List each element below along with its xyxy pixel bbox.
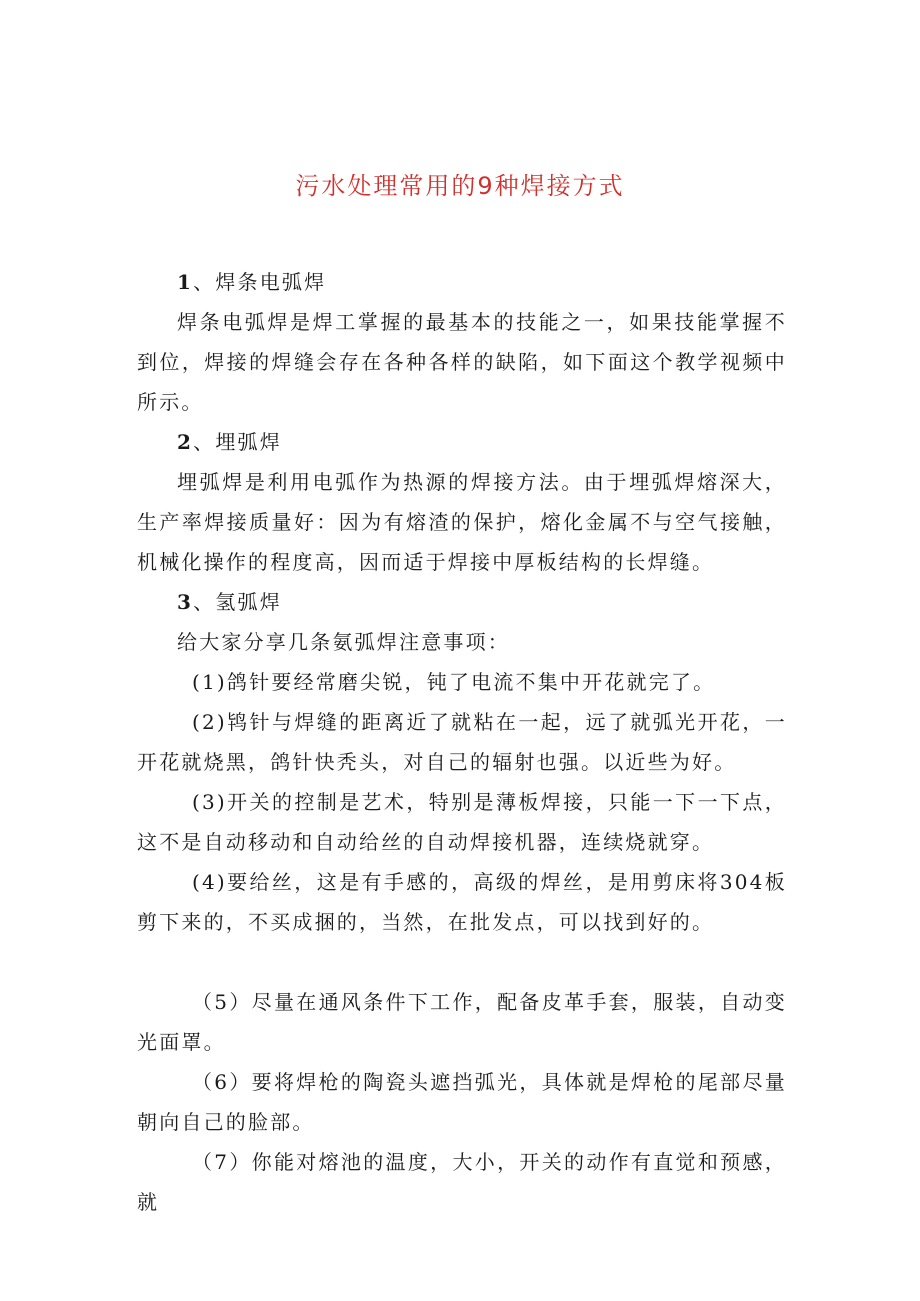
section-paragraph: 焊条电弧焊是焊工掌握的最基本的技能之一，如果技能掌握不到位，焊接的焊缝会存在各种各样的缺陷，如下面这个教学视频中所示。 <box>137 310 787 414</box>
section-number: 3 <box>177 590 194 614</box>
list-item: （6）要将焊枪的陶瓷头遮挡弧光，具体就是焊枪的尾部尽量朝向自己的脸部。 <box>137 1070 787 1134</box>
section-number: 2 <box>177 430 194 454</box>
section-title: 埋弧焊 <box>215 430 282 454</box>
section-heading-3 <box>137 582 787 622</box>
section-heading-2 <box>137 422 787 462</box>
section-number: 1 <box>177 270 194 294</box>
list-item: (3)开关的控制是艺术，特别是薄板焊接，只能一下一下点，这不是自动移动和自动给丝的自动焊接机器，连续烧就穿。 <box>137 790 787 854</box>
list-item: （5）尽量在通风条件下工作，配备皮革手套，服装，自动变光面罩。 <box>137 990 787 1054</box>
document-body <box>137 262 787 1222</box>
section-title: 氢弧焊 <box>215 590 282 614</box>
section-paragraph: 埋弧焊是利用电弧作为热源的焊接方法。由于埋弧焊熔深大，生产率焊接质量好：因为有熔渣的保护，熔化金属不与空气接触，机械化操作的程度高，因而适于焊接中厚板结构的长焊缝。 <box>137 470 787 574</box>
section-heading-1 <box>137 262 787 302</box>
section-separator: 、 <box>193 590 216 614</box>
section-intro: 给大家分享几条氨弧焊注意事项： <box>177 630 510 654</box>
document-title: 污水处理常用的9种焊接方式 <box>295 172 625 200</box>
section-title: 焊条电弧焊 <box>215 270 327 294</box>
list-item: (4)要给丝，这是有手感的，高级的焊丝，是用剪床将304板剪下来的，不买成捆的，当然，在批发点，可以找到好的。 <box>137 870 787 934</box>
list-item: (1)鸽针要经常磨尖锐，钝了电流不集中开花就完了。 <box>192 670 716 694</box>
section-separator: 、 <box>193 270 216 294</box>
blank-line <box>137 942 787 982</box>
list-item: （7）你能对熔池的温度，大小，开关的动作有直觉和预感，就 <box>137 1150 787 1214</box>
list-item: (2)鸨针与焊缝的距离近了就粘在一起，远了就弧光开花，一开花就烧黑，鸽针快秃头，对自己的辐射也强。以近些为好。 <box>137 710 787 774</box>
section-separator: 、 <box>193 430 216 454</box>
